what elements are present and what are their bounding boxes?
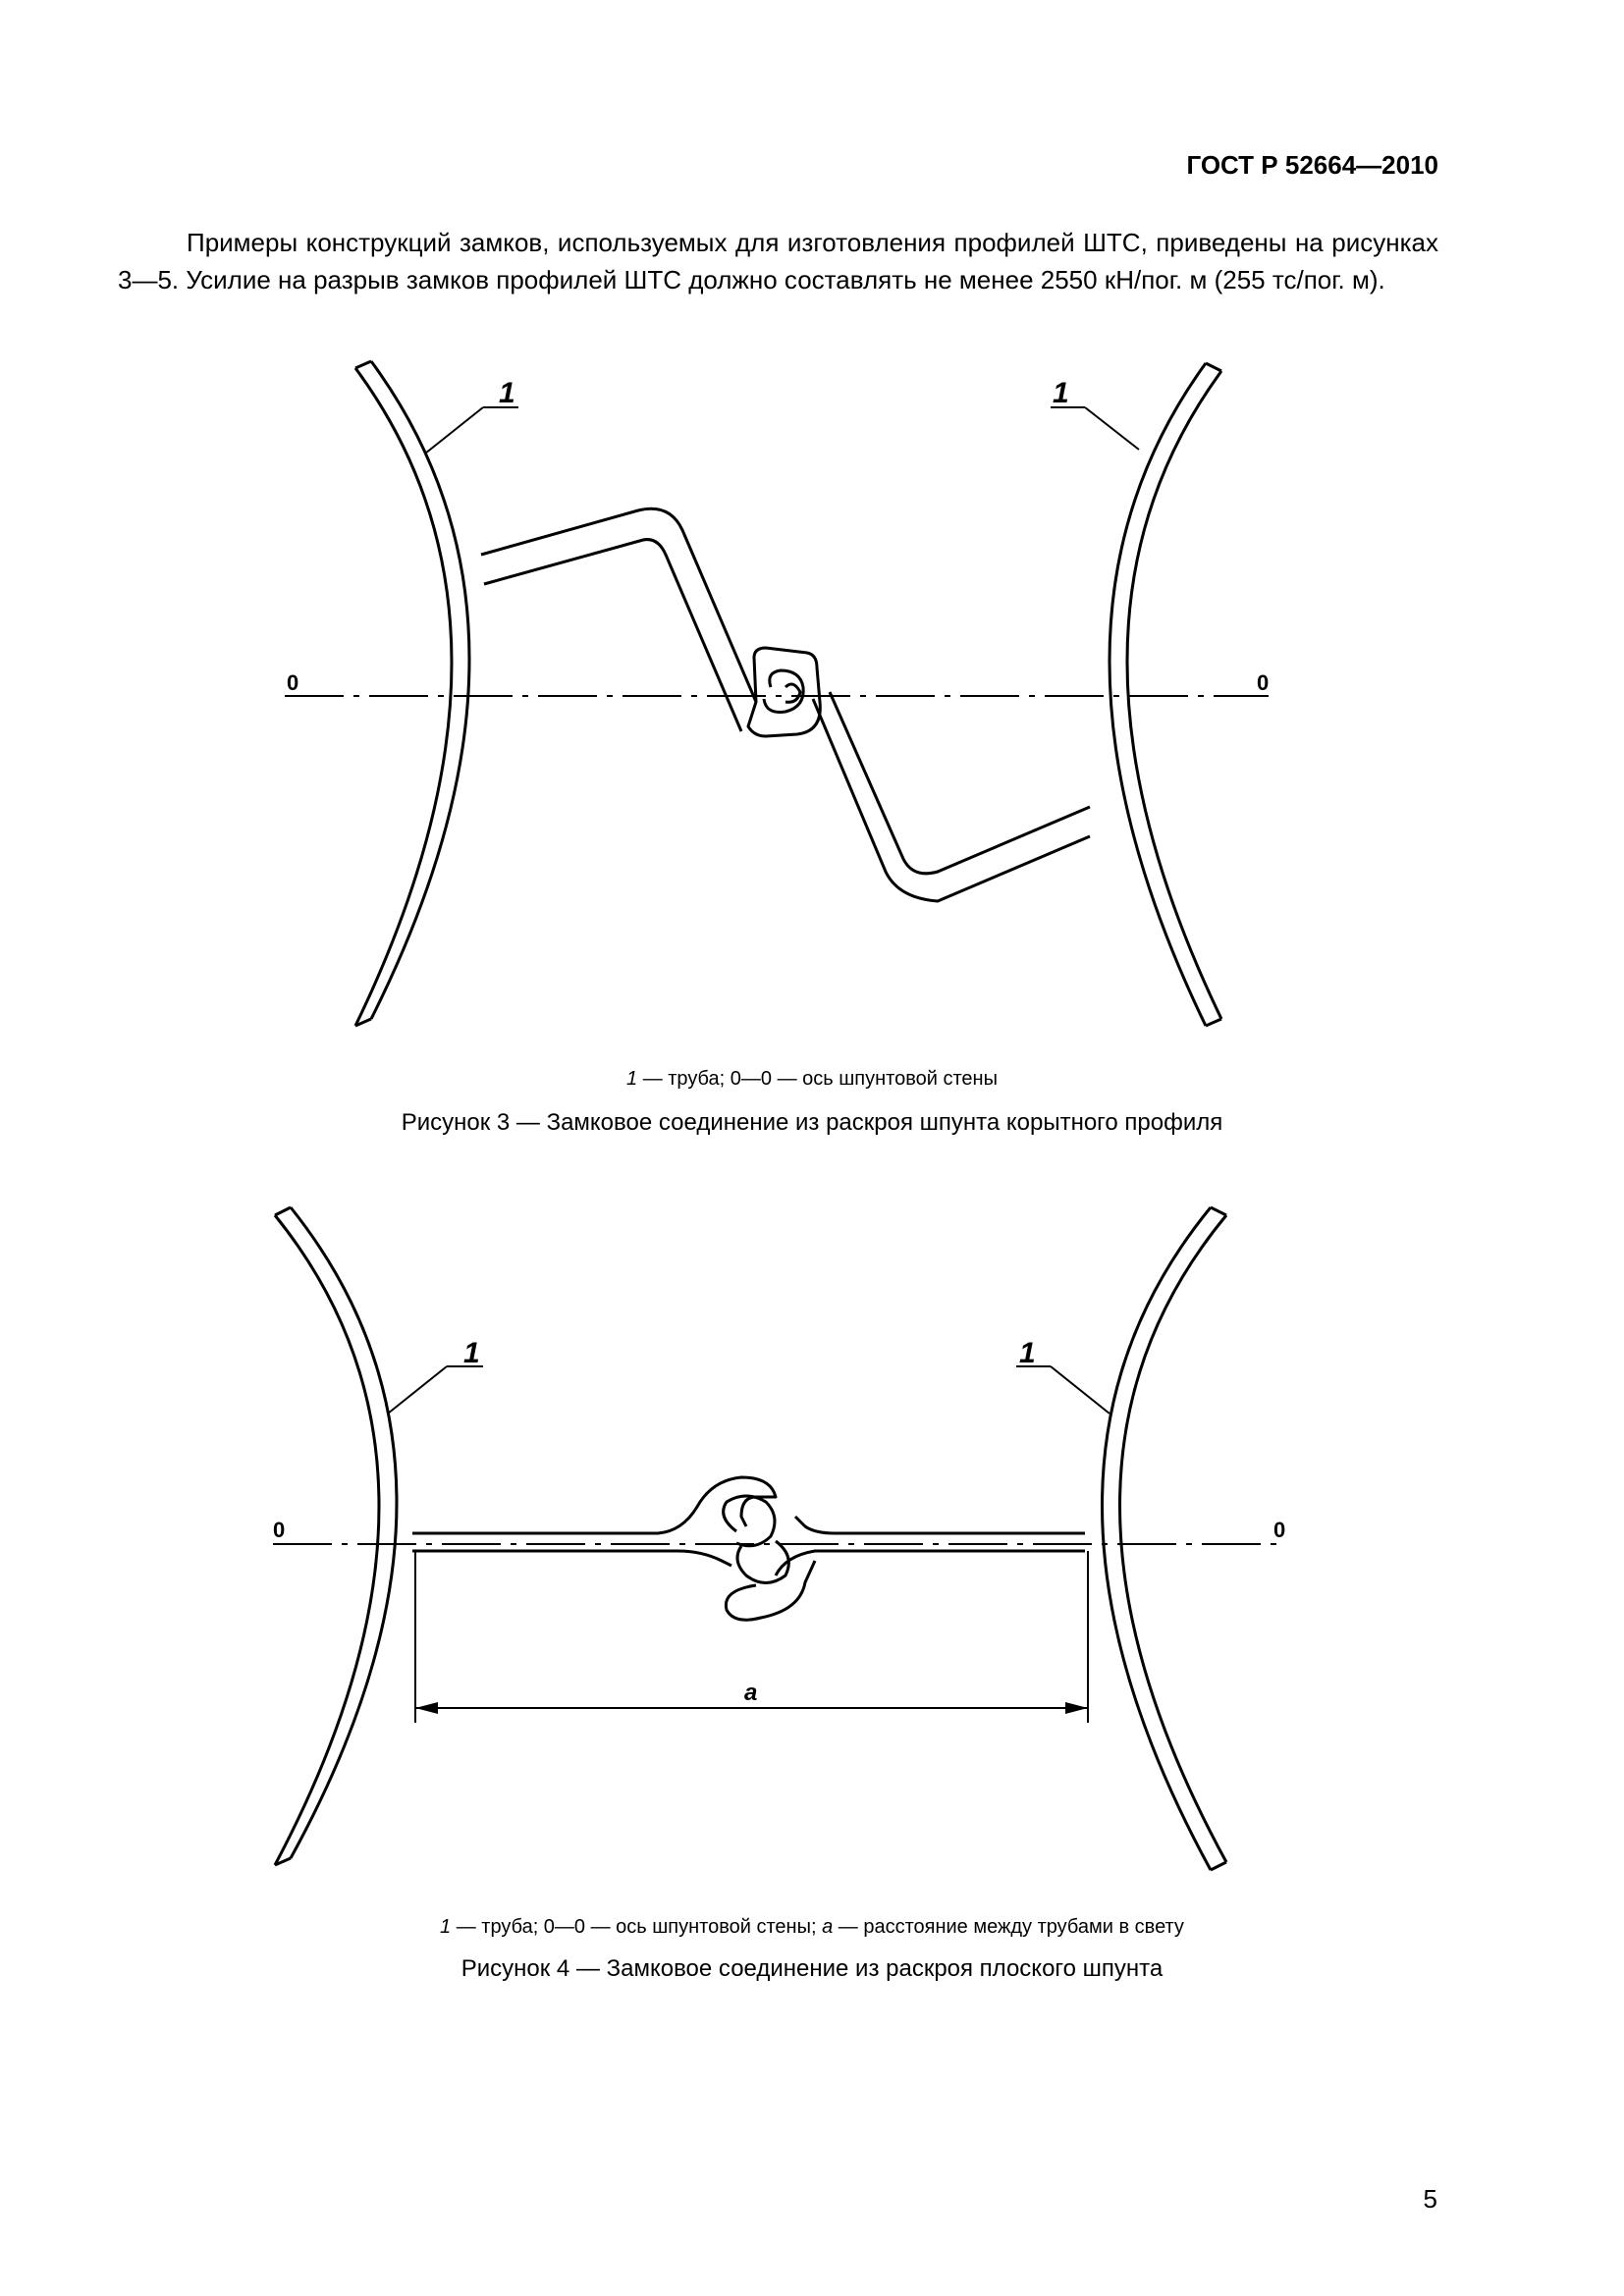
fig4-legend-text: — труба; 0—0 — ось шпунтовой стены;	[451, 1916, 823, 1938]
fig3-lock-inner	[764, 670, 803, 712]
fig3-left-pipe-inner	[371, 361, 469, 1019]
figure-4-drawing	[0, 1198, 1624, 1904]
fig4-label-right: 1	[1019, 1337, 1036, 1369]
fig3-lock-outer	[748, 648, 820, 736]
page-number: 5	[1423, 2184, 1437, 2214]
fig4-axis-label-left: 0	[273, 1518, 286, 1542]
fig4-legend-number: 1	[440, 1916, 452, 1938]
fig3-right-web-top	[830, 692, 1090, 874]
fig4-left-web	[412, 1477, 776, 1533]
fig4-right-pipe-inner	[1120, 1215, 1227, 1862]
fig4-lock-lower	[737, 1541, 788, 1583]
fig3-right-pipe-outer	[1110, 363, 1206, 1026]
fig4-legend-text-end: — расстояние между трубами в свету	[833, 1916, 1184, 1938]
intro-paragraph: Примеры конструкций замков, используемых для изготовления профилей ШТС, приведены на рисунках 3—5. Усилие на разрыв замков профилей ШТС должно составлять не менее 2550 кН/пог. м (255 тс/пог. м).	[118, 228, 1438, 294]
fig4-left-pipe-outer	[275, 1215, 379, 1865]
fig3-label-left: 1	[499, 377, 515, 409]
document-code: ГОСТ Р 52664—2010	[1186, 150, 1438, 180]
fig4-lock-bottom-hook	[726, 1561, 815, 1620]
fig3-label-right: 1	[1053, 377, 1069, 409]
figure-3-caption: Рисунок 3 — Замковое соединение из раскроя шпунта корытного профиля	[401, 1109, 1223, 1136]
fig4-lock-upper	[724, 1496, 775, 1546]
fig3-left-web-bottom	[484, 540, 741, 731]
fig4-right-web	[795, 1517, 1085, 1533]
figure-4-legend	[0, 1916, 1624, 1939]
fig4-legend-a: a	[822, 1916, 834, 1938]
fig3-legend-number: 1	[626, 1068, 638, 1090]
figure-3-legend	[0, 1068, 1624, 1091]
fig4-right-pipe-outer	[1103, 1207, 1212, 1870]
fig4-label-left: 1	[463, 1337, 480, 1369]
fig3-legend-text: — труба; 0—0 — ось шпунтовой стены	[637, 1068, 998, 1090]
fig4-left-pipe-inner	[291, 1207, 397, 1858]
fig3-right-web-bottom	[813, 699, 1090, 901]
fig4-dimension-label: a	[744, 1680, 758, 1706]
fig4-axis-label-right: 0	[1273, 1518, 1286, 1542]
fig3-axis-label-right: 0	[1257, 670, 1270, 695]
figure-3-drawing	[0, 353, 1624, 1041]
figure-4-caption: Рисунок 4 — Замковое соединение из раскроя плоского шпунта	[460, 1955, 1164, 1982]
fig3-axis-label-left: 0	[287, 670, 299, 695]
